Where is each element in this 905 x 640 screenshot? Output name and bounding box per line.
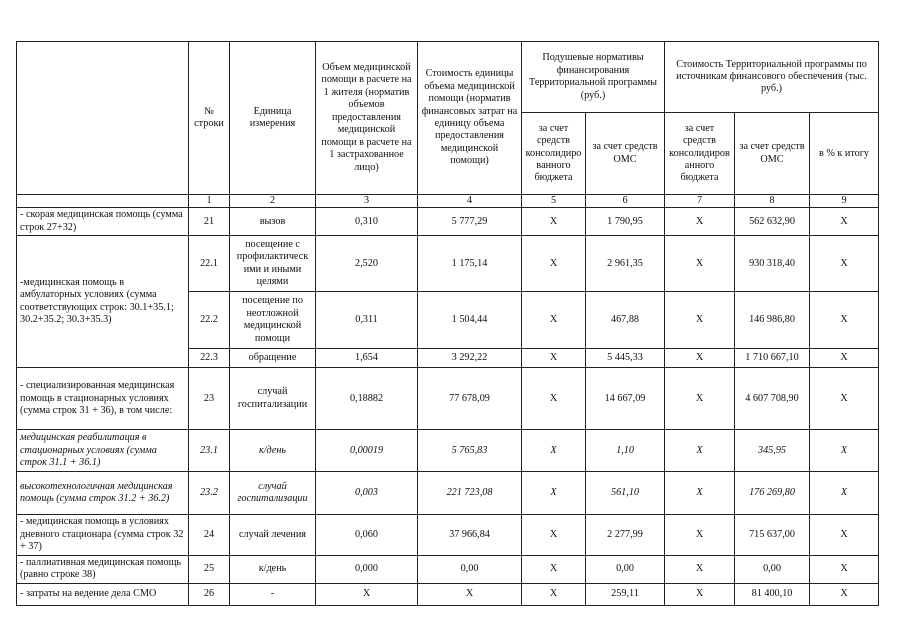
table-row [17, 208, 879, 236]
row-unit-cost: 0,00 [418, 555, 522, 583]
row-percent: X [810, 583, 879, 605]
column-number: 5 [522, 195, 586, 208]
row-budget: X [522, 292, 586, 349]
row-unit: посещение по неотложной медицинской помощи [230, 292, 316, 349]
row-budget: X [522, 583, 586, 605]
header-budget-2: за счет средств консолидиров анного бюджета [665, 113, 735, 195]
table-row [17, 472, 879, 515]
row-unit: посещение с профилактическ ими и иными целями [230, 236, 316, 292]
row-unit: - [230, 583, 316, 605]
row-budget-2: X [665, 515, 735, 555]
row-percent: X [810, 555, 879, 583]
row-number: 21 [189, 208, 230, 236]
row-oms: 0,00 [586, 555, 665, 583]
row-budget-2: X [665, 430, 735, 472]
row-oms: 14 667,09 [586, 368, 665, 430]
header-budget: за счет средств консолидиро ванного бюджета [522, 113, 586, 195]
row-unit-cost: 1 504,44 [418, 292, 522, 349]
row-number: 22.2 [189, 292, 230, 349]
column-number: 9 [810, 195, 879, 208]
row-budget-2: X [665, 368, 735, 430]
row-oms-2: 4 607 708,90 [735, 368, 810, 430]
row-unit: обращение [230, 349, 316, 368]
row-volume: 0,311 [316, 292, 418, 349]
row-number: 25 [189, 555, 230, 583]
row-unit-cost: 77 678,09 [418, 368, 522, 430]
row-oms: 5 445,33 [586, 349, 665, 368]
row-unit: случай лечения [230, 515, 316, 555]
row-oms-2: 930 318,40 [735, 236, 810, 292]
row-budget-2: X [665, 236, 735, 292]
row-unit-cost: 5 777,29 [418, 208, 522, 236]
row-number: 23 [189, 368, 230, 430]
row-budget-2: X [665, 292, 735, 349]
row-number: 22.3 [189, 349, 230, 368]
row-unit: к/день [230, 555, 316, 583]
row-budget: X [522, 472, 586, 515]
row-oms: 561,10 [586, 472, 665, 515]
column-number-blank [17, 195, 189, 208]
row-name: - паллиативная медицинская помощь (равно строке 38) [17, 555, 189, 583]
column-number: 7 [665, 195, 735, 208]
row-oms: 259,11 [586, 583, 665, 605]
row-unit-cost: 5 765,83 [418, 430, 522, 472]
row-percent: X [810, 349, 879, 368]
table-row [17, 555, 879, 583]
row-budget-2: X [665, 208, 735, 236]
row-budget: X [522, 208, 586, 236]
row-number: 26 [189, 583, 230, 605]
header-unit-cost: Стоимость единицы объема медицинской помощи (норматив финансовых затрат на единицу объема предоставления медицинской помощи) [418, 42, 522, 195]
header-percent: в % к итогу [810, 113, 879, 195]
row-oms-2: 1 710 667,10 [735, 349, 810, 368]
row-percent: X [810, 208, 879, 236]
row-budget-2: X [665, 349, 735, 368]
row-name: - затраты на ведение дела СМО [17, 583, 189, 605]
row-unit-cost: 221 723,08 [418, 472, 522, 515]
row-number: 23.1 [189, 430, 230, 472]
column-number: 6 [586, 195, 665, 208]
row-volume: 1,654 [316, 349, 418, 368]
row-oms: 1,10 [586, 430, 665, 472]
row-oms-2: 715 637,00 [735, 515, 810, 555]
row-volume: 0,310 [316, 208, 418, 236]
header-volume: Объем медицинской помощи в расчете на 1 жителя (норматив объемов предоставления медицинской помощи в расчете на 1 застрахованное лицо) [316, 42, 418, 195]
row-volume: 0,003 [316, 472, 418, 515]
header-name-cell [17, 42, 189, 195]
row-name: высокотехнологичная медицинская помощь (сумма строк 31.2 + 36.2) [17, 472, 189, 515]
table-row [17, 368, 879, 430]
row-budget-2: X [665, 472, 735, 515]
column-number: 4 [418, 195, 522, 208]
row-oms: 467,88 [586, 292, 665, 349]
row-name: - скорая медицинская помощь (сумма строк 27+32) [17, 208, 189, 236]
header-row-1 [17, 42, 879, 113]
row-oms-2: 562 632,90 [735, 208, 810, 236]
table-row [17, 236, 879, 292]
header-oms-2: за счет средств ОМС [735, 113, 810, 195]
row-budget: X [522, 368, 586, 430]
row-volume: 0,000 [316, 555, 418, 583]
row-number: 24 [189, 515, 230, 555]
header-row-no: № строки [189, 42, 230, 195]
table-row [17, 430, 879, 472]
row-oms-2: 146 986,80 [735, 292, 810, 349]
row-oms: 1 790,95 [586, 208, 665, 236]
row-volume: 0,00019 [316, 430, 418, 472]
row-unit: случай госпитализации [230, 368, 316, 430]
row-oms-2: 81 400,10 [735, 583, 810, 605]
column-number: 8 [735, 195, 810, 208]
row-percent: X [810, 472, 879, 515]
row-budget: X [522, 349, 586, 368]
row-percent: X [810, 430, 879, 472]
header-oms: за счет средств ОМС [586, 113, 665, 195]
row-budget: X [522, 430, 586, 472]
column-number: 2 [230, 195, 316, 208]
row-percent: X [810, 292, 879, 349]
row-volume: 0,060 [316, 515, 418, 555]
row-unit: случай госпитализации [230, 472, 316, 515]
row-unit-cost: 3 292,22 [418, 349, 522, 368]
row-unit: вызов [230, 208, 316, 236]
row-percent: X [810, 515, 879, 555]
row-volume: X [316, 583, 418, 605]
header-program-cost: Стоимость Территориальной программы по источникам финансового обеспечения (тыс. руб.) [665, 42, 879, 113]
row-budget: X [522, 515, 586, 555]
row-budget-2: X [665, 583, 735, 605]
row-number: 23.2 [189, 472, 230, 515]
table-row [17, 515, 879, 555]
row-name: - медицинская помощь в условиях дневного стационара (сумма строк 32 + 37) [17, 515, 189, 555]
row-percent: X [810, 368, 879, 430]
column-number: 1 [189, 195, 230, 208]
row-volume: 2,520 [316, 236, 418, 292]
row-unit-cost: 37 966,84 [418, 515, 522, 555]
row-name: - специализированная медицинская помощь в стационарных условиях (сумма строк 31 + 36), в том числе: [17, 368, 189, 430]
row-oms-2: 345,95 [735, 430, 810, 472]
row-budget: X [522, 236, 586, 292]
header-per-capita: Подушевые нормативы финансирования Территориальной программы (руб.) [522, 42, 665, 113]
row-budget: X [522, 555, 586, 583]
row-oms: 2 277,99 [586, 515, 665, 555]
row-percent: X [810, 236, 879, 292]
row-unit-cost: 1 175,14 [418, 236, 522, 292]
row-number: 22.1 [189, 236, 230, 292]
row-budget-2: X [665, 555, 735, 583]
row-oms-2: 176 269,80 [735, 472, 810, 515]
row-name: медицинская реабилитация в стационарных условиях (сумма строк 31.1 + 36.1) [17, 430, 189, 472]
row-unit-cost: X [418, 583, 522, 605]
table-row [17, 583, 879, 605]
row-name: -медицинская помощь в амбулаторных условиях (сумма соответствующих строк: 30.1+35.1; 30.2+35.2; 30.3+35.3) [17, 236, 189, 368]
header-unit: Единица измерения [230, 42, 316, 195]
program-cost-table [16, 41, 879, 606]
row-oms-2: 0,00 [735, 555, 810, 583]
row-volume: 0,18882 [316, 368, 418, 430]
row-oms: 2 961,35 [586, 236, 665, 292]
column-numbers-row [17, 195, 879, 208]
column-number: 3 [316, 195, 418, 208]
row-unit: к/день [230, 430, 316, 472]
